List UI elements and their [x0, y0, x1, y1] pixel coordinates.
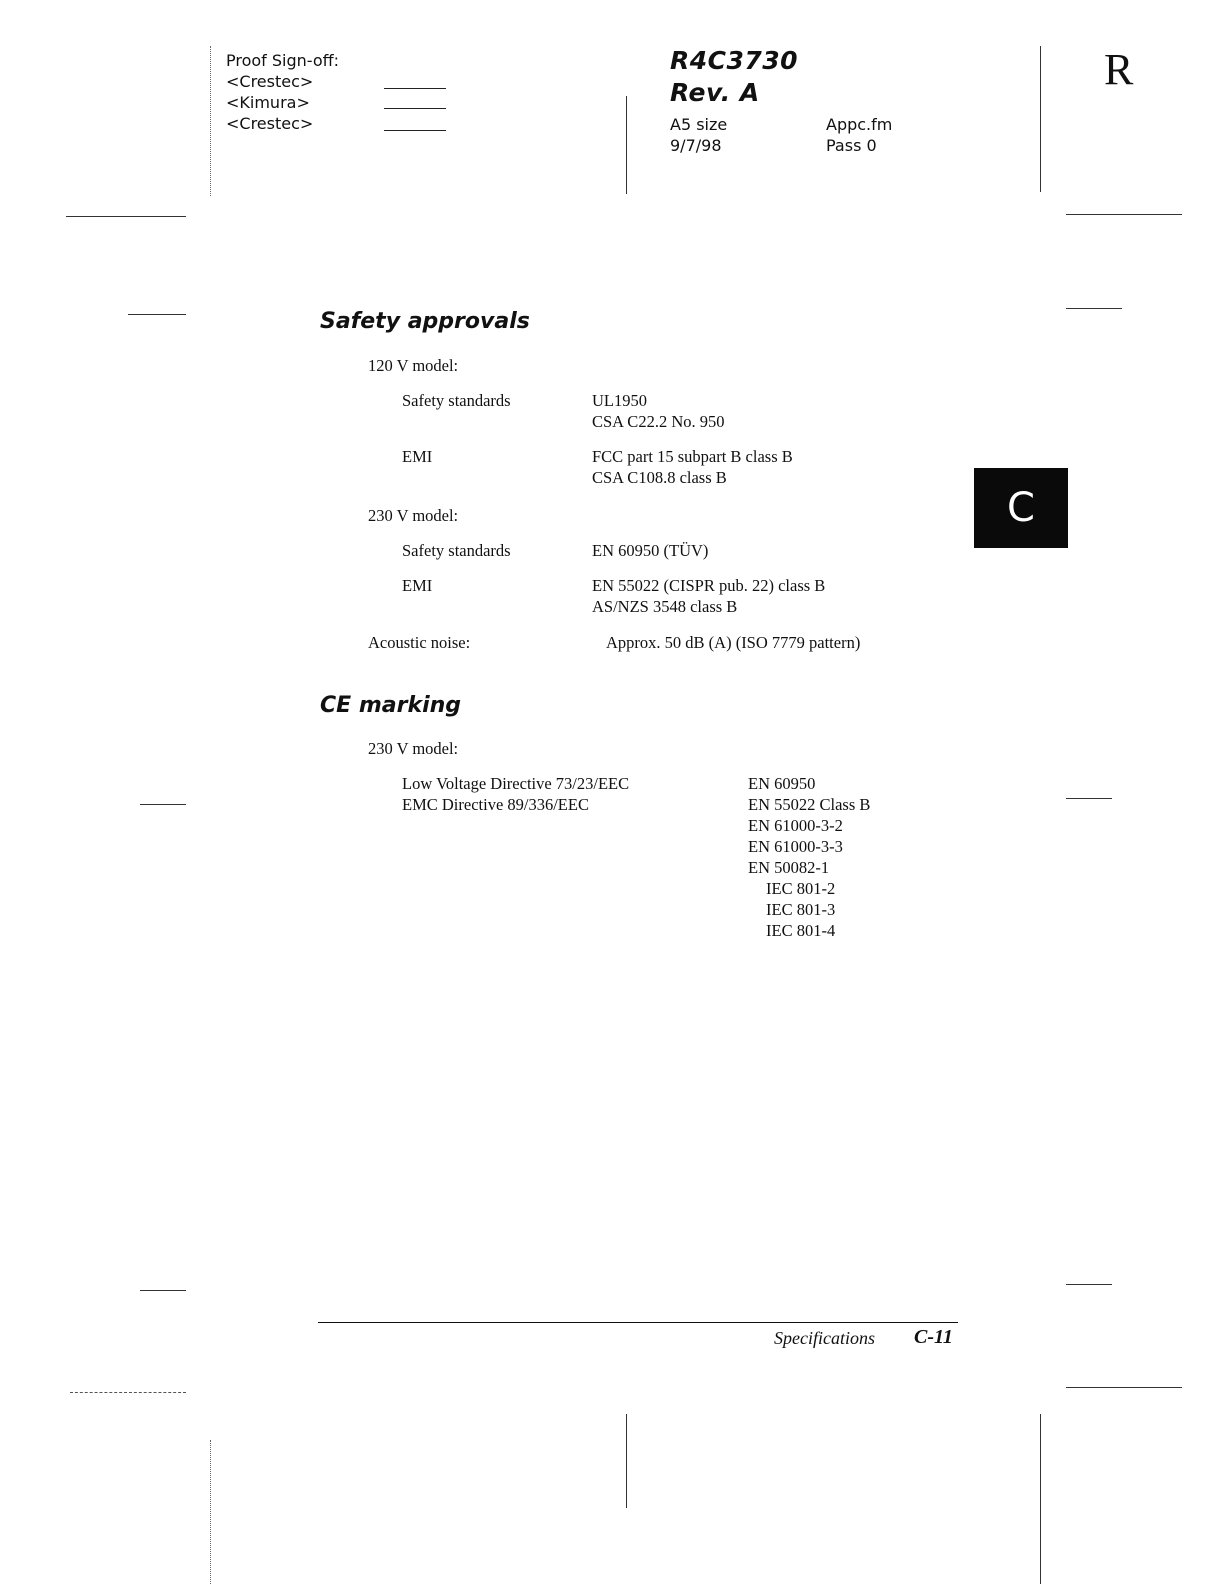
ce-standard: EN 55022 Class B — [748, 795, 871, 814]
safety-standards-label-230: Safety standards — [402, 541, 511, 560]
emi-label-230: EMI — [402, 576, 433, 595]
emi-label-120: EMI — [402, 447, 433, 466]
emi-values-120 — [592, 446, 793, 488]
footer-section: Specifications — [774, 1328, 875, 1348]
ce-sub-standard: IEC 801-2 — [766, 879, 836, 898]
ce-standard: EN 50082-1 — [748, 858, 830, 877]
directive: EMC Directive 89/336/EEC — [402, 795, 589, 814]
ce-sub-standard: IEC 801-4 — [766, 921, 836, 940]
safety-standards-values-120 — [592, 390, 724, 432]
signoff-name-2: <Kimura> — [226, 93, 310, 112]
signoff-title: Proof Sign-off: — [226, 51, 340, 70]
acoustic-value: Approx. 50 dB (A) (ISO 7779 pattern) — [606, 633, 861, 652]
crop-mark-r1 — [1066, 308, 1122, 309]
crop-mark-tl — [66, 216, 186, 217]
safety-standards-label-120: Safety standards — [402, 391, 511, 410]
safety-standards-value-230: EN 60950 (TÜV) — [592, 541, 709, 560]
signoff-margin-rule — [210, 46, 211, 196]
doc-code: R4C3730 — [670, 46, 799, 75]
signoff-name-3: <Crestec> — [226, 114, 314, 133]
revision: Rev. A — [670, 78, 760, 107]
emi-value: AS/NZS 3548 class B — [592, 597, 738, 616]
doc-pass: Pass 0 — [826, 136, 877, 155]
header-right-rule — [1040, 46, 1041, 192]
emi-value: FCC part 15 subpart B class B — [592, 447, 793, 466]
chapter-tab-letter: C — [1007, 485, 1035, 531]
acoustic-label: Acoustic noise: — [368, 633, 471, 652]
doc-file: Appc.fm — [826, 115, 893, 134]
crop-mark-bottom-left — [210, 1440, 211, 1584]
doc-size: A5 size — [670, 115, 728, 134]
emi-values-230 — [592, 575, 825, 617]
signoff-blank-3 — [384, 130, 446, 131]
header-center-rule — [626, 96, 627, 194]
signoff-blank-1 — [384, 88, 446, 89]
ce-directives — [402, 773, 629, 815]
emi-value: EN 55022 (CISPR pub. 22) class B — [592, 576, 826, 595]
crop-mark-bottom-center — [626, 1414, 627, 1508]
ce-standard: EN 61000-3-3 — [748, 837, 843, 856]
ce-heading: CE marking — [320, 693, 462, 718]
page-number: C-11 — [914, 1326, 953, 1348]
signoff-block — [226, 50, 339, 134]
crop-mark-r3 — [1066, 1284, 1112, 1285]
crop-mark-tr — [1066, 214, 1182, 215]
crop-mark-l2 — [140, 804, 186, 805]
emi-value: CSA C108.8 class B — [592, 468, 727, 487]
ce-sub-standard: IEC 801-3 — [766, 900, 836, 919]
signoff-name-1: <Crestec> — [226, 72, 314, 91]
ce-standard: EN 61000-3-2 — [748, 816, 843, 835]
chapter-tab — [974, 468, 1068, 548]
directive: Low Voltage Directive 73/23/EEC — [402, 774, 630, 793]
standard-value: CSA C22.2 No. 950 — [592, 412, 725, 431]
safety-heading: Safety approvals — [320, 309, 530, 334]
crop-mark-l1 — [128, 314, 186, 315]
corner-letter: R — [1104, 45, 1134, 94]
ce-model-230: 230 V model: — [368, 739, 459, 758]
ce-standards — [748, 773, 870, 941]
ce-standard: EN 60950 — [748, 774, 816, 793]
crop-mark-bl — [70, 1392, 186, 1393]
signoff-blank-2 — [384, 108, 446, 109]
crop-mark-r2 — [1066, 798, 1112, 799]
standard-value: UL1950 — [592, 391, 647, 410]
crop-mark-br — [1066, 1387, 1182, 1388]
crop-mark-bottom-right — [1040, 1414, 1041, 1584]
footer-rule — [318, 1322, 958, 1323]
safety-model-120: 120 V model: — [368, 356, 459, 375]
safety-model-230: 230 V model: — [368, 506, 459, 525]
crop-mark-l3 — [140, 1290, 186, 1291]
doc-date: 9/7/98 — [670, 136, 722, 155]
